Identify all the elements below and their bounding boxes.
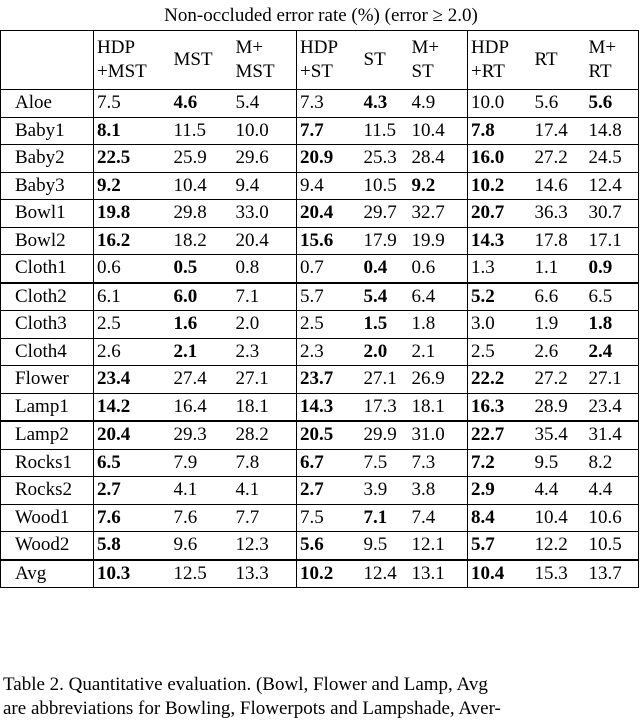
table-cell: 20.5 <box>297 421 361 449</box>
column-header-line: M+ <box>588 37 617 58</box>
row-label: Cloth1 <box>1 255 94 283</box>
header-corner <box>1 31 94 90</box>
column-header-line: HDP <box>97 37 136 58</box>
table-cell: 28.2 <box>233 421 297 449</box>
table-body <box>1 90 639 588</box>
table-cell: 2.5 <box>94 311 171 339</box>
column-header-line: RT <box>534 49 558 70</box>
table-cell: 14.2 <box>94 393 171 421</box>
table-cell: 17.3 <box>361 393 409 421</box>
table-row <box>1 421 639 449</box>
table-cell: 10.2 <box>468 172 532 200</box>
table-cell: 36.3 <box>532 200 586 228</box>
table-cell: 10.5 <box>361 172 409 200</box>
table-cell: 23.4 <box>586 393 639 421</box>
column-header-line: +RT <box>471 61 505 82</box>
table-cell: 8.4 <box>468 504 532 532</box>
table-cell: 12.2 <box>532 532 586 560</box>
table-row <box>1 338 639 366</box>
table-cell: 3.8 <box>409 477 468 505</box>
table-cell: 29.7 <box>361 200 409 228</box>
table-cell: 7.2 <box>468 449 532 477</box>
table-cell: 17.4 <box>532 117 586 145</box>
table-cell: 2.4 <box>586 338 639 366</box>
table-cell: 27.2 <box>532 366 586 394</box>
table-row <box>1 200 639 228</box>
table-cell: 7.8 <box>233 449 297 477</box>
table-cell: 2.9 <box>468 477 532 505</box>
table-cell: 7.5 <box>94 90 171 118</box>
table-cell: 12.3 <box>233 532 297 560</box>
table-cell: 6.7 <box>297 449 361 477</box>
table-cell: 10.6 <box>586 504 639 532</box>
column-header <box>361 31 409 90</box>
table-row <box>1 227 639 255</box>
row-label: Lamp2 <box>1 421 94 449</box>
table-cell: 32.7 <box>409 200 468 228</box>
table-cell: 2.6 <box>94 338 171 366</box>
table-cell: 13.3 <box>233 560 297 588</box>
table-cell: 27.4 <box>171 366 233 394</box>
table-cell: 7.3 <box>297 90 361 118</box>
table-cell: 22.2 <box>468 366 532 394</box>
column-header-line: MST <box>173 49 213 70</box>
table-cell: 2.5 <box>468 338 532 366</box>
table-cell: 7.7 <box>297 117 361 145</box>
table-cell: 7.1 <box>361 504 409 532</box>
table-cell: 31.0 <box>409 421 468 449</box>
table-cell: 27.2 <box>532 145 586 173</box>
table-cell: 2.3 <box>297 338 361 366</box>
table-cell: 19.8 <box>94 200 171 228</box>
table-cell: 0.6 <box>409 255 468 283</box>
column-header-line: +ST <box>300 61 333 82</box>
table-row <box>1 393 639 421</box>
table-cell: 4.3 <box>361 90 409 118</box>
table-cell: 2.1 <box>171 338 233 366</box>
table-cell: 7.5 <box>361 449 409 477</box>
table-cell: 2.3 <box>233 338 297 366</box>
column-header-row <box>1 31 639 90</box>
table-cell: 16.2 <box>94 227 171 255</box>
row-label: Cloth3 <box>1 311 94 339</box>
row-label: Rocks2 <box>1 477 94 505</box>
row-label: Bowl2 <box>1 227 94 255</box>
table-row <box>1 504 639 532</box>
row-label: Aloe <box>1 90 94 118</box>
table-cell: 10.4 <box>532 504 586 532</box>
table-cell: 7.9 <box>171 449 233 477</box>
table-cell: 14.8 <box>586 117 639 145</box>
table-cell: 22.7 <box>468 421 532 449</box>
table-cell: 20.7 <box>468 200 532 228</box>
table-caption <box>3 673 637 721</box>
table-cell: 10.3 <box>94 560 171 588</box>
table-cell: 27.1 <box>586 366 639 394</box>
caption-line-1: Table 2. Quantitative evaluation. (Bowl, Flower and Lamp, Avg <box>3 674 488 695</box>
row-label: Wood2 <box>1 532 94 560</box>
table-title-row <box>1 2 639 31</box>
row-label: Baby1 <box>1 117 94 145</box>
table-cell: 12.5 <box>171 560 233 588</box>
table-cell: 1.1 <box>532 255 586 283</box>
table-cell: 2.7 <box>297 477 361 505</box>
table-cell: 16.4 <box>171 393 233 421</box>
table-cell: 35.4 <box>532 421 586 449</box>
table-cell: 4.4 <box>586 477 639 505</box>
table-cell: 12.4 <box>361 560 409 588</box>
table-cell: 2.7 <box>94 477 171 505</box>
table-row <box>1 449 639 477</box>
table-cell: 9.4 <box>297 172 361 200</box>
table-cell: 5.8 <box>94 532 171 560</box>
table-cell: 9.4 <box>233 172 297 200</box>
column-header <box>586 31 639 90</box>
column-header-line: ST <box>363 49 386 70</box>
table-row <box>1 311 639 339</box>
table-cell: 6.6 <box>532 283 586 311</box>
row-label: Lamp1 <box>1 393 94 421</box>
column-header-line: +MST <box>97 61 147 82</box>
row-label: Baby3 <box>1 172 94 200</box>
table-cell: 25.9 <box>171 145 233 173</box>
table-row <box>1 477 639 505</box>
table-row <box>1 117 639 145</box>
column-header-line: HDP <box>471 37 510 58</box>
table-cell: 0.5 <box>171 255 233 283</box>
table-cell: 2.0 <box>361 338 409 366</box>
table-cell: 13.1 <box>409 560 468 588</box>
column-header-line: HDP <box>300 37 339 58</box>
table-cell: 4.9 <box>409 90 468 118</box>
table-cell: 5.2 <box>468 283 532 311</box>
row-label: Rocks1 <box>1 449 94 477</box>
column-header <box>532 31 586 90</box>
table-cell: 6.4 <box>409 283 468 311</box>
table-cell: 9.2 <box>409 172 468 200</box>
table-cell: 18.2 <box>171 227 233 255</box>
table-row <box>1 283 639 311</box>
column-header-line: RT <box>588 61 612 82</box>
table-cell: 2.6 <box>532 338 586 366</box>
table-cell: 14.3 <box>468 227 532 255</box>
table-cell: 10.0 <box>468 90 532 118</box>
table-row <box>1 172 639 200</box>
table-cell: 9.5 <box>361 532 409 560</box>
table-cell: 19.9 <box>409 227 468 255</box>
table-cell: 5.6 <box>586 90 639 118</box>
column-header <box>409 31 468 90</box>
table-cell: 6.1 <box>94 283 171 311</box>
table-cell: 13.7 <box>586 560 639 588</box>
table-cell: 28.4 <box>409 145 468 173</box>
table-row <box>1 532 639 560</box>
column-header-line: M+ <box>235 37 264 58</box>
table-cell: 2.0 <box>233 311 297 339</box>
table-cell: 7.4 <box>409 504 468 532</box>
row-label: Cloth4 <box>1 338 94 366</box>
table-cell: 5.4 <box>361 283 409 311</box>
table-cell: 2.5 <box>297 311 361 339</box>
table-cell: 4.4 <box>532 477 586 505</box>
table-cell: 10.5 <box>586 532 639 560</box>
table-cell: 3.9 <box>361 477 409 505</box>
table-cell: 17.8 <box>532 227 586 255</box>
table-cell: 24.5 <box>586 145 639 173</box>
column-header <box>94 31 171 90</box>
table-cell: 9.6 <box>171 532 233 560</box>
table-cell: 29.6 <box>233 145 297 173</box>
table-cell: 15.3 <box>532 560 586 588</box>
table-cell: 6.5 <box>94 449 171 477</box>
table-cell: 7.6 <box>171 504 233 532</box>
table-cell: 7.1 <box>233 283 297 311</box>
table-cell: 16.3 <box>468 393 532 421</box>
table-cell: 26.9 <box>409 366 468 394</box>
table-cell: 1.5 <box>361 311 409 339</box>
table-cell: 7.5 <box>297 504 361 532</box>
table-cell: 0.9 <box>586 255 639 283</box>
row-label: Avg <box>1 560 94 588</box>
table-cell: 28.9 <box>532 393 586 421</box>
table-cell: 27.1 <box>361 366 409 394</box>
table-cell: 1.9 <box>532 311 586 339</box>
table-row <box>1 560 639 588</box>
table-cell: 8.2 <box>586 449 639 477</box>
caption-line-2: are abbreviations for Bowling, Flowerpots and Lampshade, Aver- <box>3 698 501 719</box>
column-header <box>468 31 532 90</box>
table-title: Non-occluded error rate (%) (error ≥ 2.0) <box>1 2 639 31</box>
table-cell: 14.6 <box>532 172 586 200</box>
table-cell: 22.5 <box>94 145 171 173</box>
table-cell: 10.0 <box>233 117 297 145</box>
row-label: Wood1 <box>1 504 94 532</box>
table-cell: 10.4 <box>409 117 468 145</box>
row-label: Baby2 <box>1 145 94 173</box>
table-cell: 20.9 <box>297 145 361 173</box>
column-header-line: MST <box>235 61 275 82</box>
table-cell: 23.4 <box>94 366 171 394</box>
table-cell: 23.7 <box>297 366 361 394</box>
table-cell: 6.5 <box>586 283 639 311</box>
table-cell: 9.2 <box>94 172 171 200</box>
table-cell: 29.3 <box>171 421 233 449</box>
table-cell: 12.1 <box>409 532 468 560</box>
table-cell: 17.1 <box>586 227 639 255</box>
table-cell: 1.8 <box>586 311 639 339</box>
column-header-line: ST <box>411 61 434 82</box>
table-cell: 11.5 <box>171 117 233 145</box>
table-cell: 31.4 <box>586 421 639 449</box>
table-cell: 0.6 <box>94 255 171 283</box>
table-cell: 4.1 <box>233 477 297 505</box>
table-cell: 5.6 <box>532 90 586 118</box>
table-cell: 5.4 <box>233 90 297 118</box>
table-cell: 7.3 <box>409 449 468 477</box>
table-cell: 25.3 <box>361 145 409 173</box>
table-cell: 20.4 <box>94 421 171 449</box>
column-header <box>233 31 297 90</box>
table-cell: 18.1 <box>233 393 297 421</box>
column-header-line: M+ <box>411 37 440 58</box>
table-cell: 20.4 <box>233 227 297 255</box>
table-cell: 10.2 <box>297 560 361 588</box>
table-cell: 29.8 <box>171 200 233 228</box>
table-cell: 15.6 <box>297 227 361 255</box>
row-label: Cloth2 <box>1 283 94 311</box>
table-cell: 9.5 <box>532 449 586 477</box>
table-cell: 3.0 <box>468 311 532 339</box>
column-header <box>171 31 233 90</box>
table-cell: 8.1 <box>94 117 171 145</box>
table-cell: 1.6 <box>171 311 233 339</box>
row-label: Flower <box>1 366 94 394</box>
table-row <box>1 90 639 118</box>
table-cell: 33.0 <box>233 200 297 228</box>
table-cell: 1.8 <box>409 311 468 339</box>
table-row <box>1 255 639 283</box>
table-cell: 1.3 <box>468 255 532 283</box>
row-label: Bowl1 <box>1 200 94 228</box>
table-cell: 16.0 <box>468 145 532 173</box>
table-cell: 0.4 <box>361 255 409 283</box>
table-cell: 30.7 <box>586 200 639 228</box>
table-cell: 7.6 <box>94 504 171 532</box>
table-cell: 5.7 <box>468 532 532 560</box>
table-cell: 5.6 <box>297 532 361 560</box>
table-cell: 7.8 <box>468 117 532 145</box>
table-cell: 5.7 <box>297 283 361 311</box>
table-cell: 29.9 <box>361 421 409 449</box>
table-cell: 4.1 <box>171 477 233 505</box>
table-row <box>1 366 639 394</box>
table-cell: 2.1 <box>409 338 468 366</box>
table-cell: 4.6 <box>171 90 233 118</box>
table-cell: 11.5 <box>361 117 409 145</box>
table-cell: 0.7 <box>297 255 361 283</box>
results-table <box>0 2 639 588</box>
table-cell: 20.4 <box>297 200 361 228</box>
table-cell: 14.3 <box>297 393 361 421</box>
column-header <box>297 31 361 90</box>
table-row <box>1 145 639 173</box>
table-cell: 18.1 <box>409 393 468 421</box>
table-cell: 12.4 <box>586 172 639 200</box>
table-cell: 17.9 <box>361 227 409 255</box>
table-cell: 0.8 <box>233 255 297 283</box>
table-cell: 7.7 <box>233 504 297 532</box>
table-cell: 10.4 <box>171 172 233 200</box>
table-cell: 27.1 <box>233 366 297 394</box>
table-cell: 6.0 <box>171 283 233 311</box>
table-cell: 10.4 <box>468 560 532 588</box>
